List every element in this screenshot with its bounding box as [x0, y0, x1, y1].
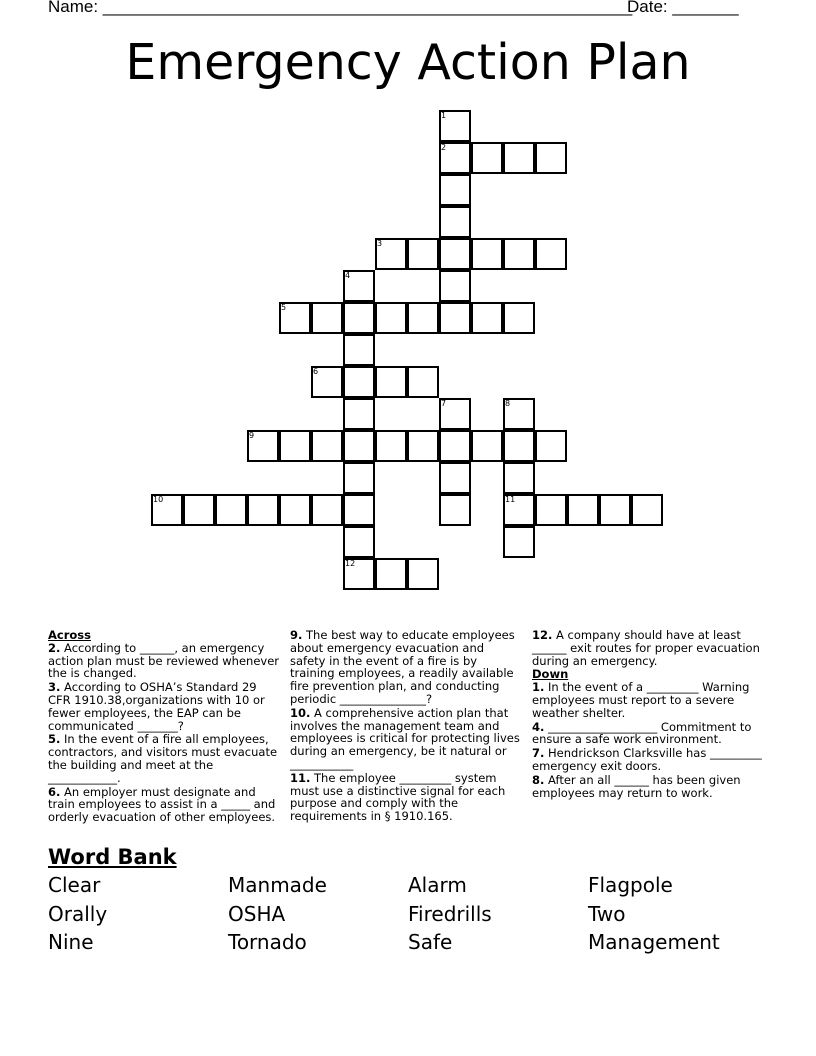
- grid-cell[interactable]: [375, 366, 407, 398]
- grid-cell[interactable]: [375, 430, 407, 462]
- grid-cell[interactable]: [471, 302, 503, 334]
- clue: 11. The employee _________ system must use a distinctive signal for each purpose and comply with the requirements in § 1910.165.: [290, 770, 506, 824]
- grid-cell[interactable]: [439, 270, 471, 302]
- grid-cell[interactable]: [631, 494, 663, 526]
- grid-cell[interactable]: [439, 494, 471, 526]
- grid-cell[interactable]: [343, 334, 375, 366]
- clue-number-label: 3.: [48, 680, 61, 695]
- word-bank-title: Word Bank: [48, 845, 177, 869]
- grid-cell[interactable]: [439, 206, 471, 238]
- word-bank-item: Tornado: [228, 930, 307, 954]
- grid-cell[interactable]: [343, 302, 375, 334]
- grid-cell[interactable]: [183, 494, 215, 526]
- clue-number: 2: [441, 143, 447, 152]
- clue: 5. In the event of a fire all employees, contractors, and visitors must evacuate the building and meet at the ____________.: [48, 732, 278, 785]
- grid-cell[interactable]: [471, 430, 503, 462]
- clue-number-label: 2.: [48, 640, 61, 655]
- grid-cell[interactable]: [471, 238, 503, 270]
- clue-number-label: 6.: [48, 784, 61, 799]
- clues-column-2: [290, 629, 522, 824]
- word-bank-item: Nine: [48, 930, 94, 954]
- grid-cell[interactable]: [439, 462, 471, 494]
- grid-cell[interactable]: [407, 366, 439, 398]
- clue: 10. A comprehensive action plan that involves the management team and employees is critical for protecting lives during an emergency, be it natural or ___________: [290, 705, 520, 771]
- clue-number: 12: [345, 559, 356, 568]
- grid-cell[interactable]: [503, 430, 535, 462]
- grid-cell[interactable]: [215, 494, 247, 526]
- word-bank-item: Safe: [408, 930, 453, 954]
- clue: 7. Hendrickson Clarksville has _________ emergency exit doors.: [532, 746, 762, 773]
- grid-cell[interactable]: [247, 494, 279, 526]
- grid-cell[interactable]: [503, 526, 535, 558]
- clue-number: 1: [441, 111, 447, 120]
- clue-number: 4: [345, 271, 351, 280]
- grid-cell[interactable]: [343, 366, 375, 398]
- page-title: Emergency Action Plan: [125, 34, 691, 91]
- clue-number: 3: [377, 239, 383, 248]
- word-bank-item: Two: [588, 902, 626, 926]
- clues-column-1: [48, 629, 280, 825]
- grid-cell[interactable]: [407, 302, 439, 334]
- clue: 4. ___________________ Commitment to ensure a safe work environment.: [532, 719, 752, 747]
- word-bank-item: Orally: [48, 902, 108, 926]
- grid-cell[interactable]: [279, 494, 311, 526]
- date-field[interactable]: Date: _______: [627, 0, 739, 16]
- clue-number: 6: [313, 367, 319, 376]
- down-heading: Down: [532, 667, 569, 682]
- grid-cell[interactable]: [279, 430, 311, 462]
- clue: 3. According to OSHA’s Standard 29 CFR 1910.38,organizations with 10 or fewer employees, the EAP can be communicated _______?: [48, 680, 265, 733]
- grid-cell[interactable]: [407, 430, 439, 462]
- word-bank-item: OSHA: [228, 902, 286, 926]
- grid-cell[interactable]: [535, 494, 567, 526]
- clue: 8. After an all ______ has been given employees may return to work.: [532, 772, 741, 800]
- clue-number: 8: [505, 399, 511, 408]
- grid-cell[interactable]: [407, 558, 439, 590]
- grid-cell[interactable]: [343, 494, 375, 526]
- clue-number-label: 10.: [290, 705, 311, 720]
- grid-cell[interactable]: [535, 238, 567, 270]
- clue-number: 10: [153, 495, 164, 504]
- clue-number-label: 7.: [532, 746, 545, 761]
- grid-cell[interactable]: [535, 430, 567, 462]
- grid-cell[interactable]: [343, 430, 375, 462]
- clue-number: 7: [441, 399, 447, 408]
- clue-number: 5: [281, 303, 287, 312]
- clue-number-label: 12.: [532, 628, 553, 642]
- across-heading: Across: [48, 628, 91, 642]
- grid-cell[interactable]: [375, 302, 407, 334]
- grid-cell[interactable]: [343, 526, 375, 558]
- clue-number-label: 9.: [290, 628, 303, 642]
- clue: 1. In the event of a _________ Warning employees must report to a severe weather shelter.: [532, 680, 750, 720]
- grid-cell[interactable]: [567, 494, 599, 526]
- grid-cell[interactable]: [503, 462, 535, 494]
- clue: 2. According to ______, an emergency action plan must be reviewed whenever the is changed.: [48, 640, 280, 681]
- grid-cell[interactable]: [439, 174, 471, 206]
- grid-cell[interactable]: [439, 302, 471, 334]
- clue-number-label: 5.: [48, 732, 61, 747]
- grid-cell[interactable]: [439, 430, 471, 462]
- word-bank-item: Flagpole: [588, 873, 673, 897]
- grid-cell[interactable]: [503, 238, 535, 270]
- grid-cell[interactable]: [311, 494, 343, 526]
- word-bank-item: Alarm: [408, 873, 467, 897]
- clue-number: 11: [505, 495, 516, 504]
- clue-number-label: 1.: [532, 680, 545, 695]
- grid-cell[interactable]: [471, 142, 503, 174]
- grid-cell[interactable]: [439, 238, 471, 270]
- clue: 12. A company should have at least ______ exit routes for proper evacuation during an emergency.: [532, 628, 760, 668]
- word-bank-item: Manmade: [228, 873, 327, 897]
- clues-column-3: [532, 629, 768, 800]
- word-bank-item: Clear: [48, 873, 101, 897]
- grid-cell[interactable]: [599, 494, 631, 526]
- word-bank-item: Firedrills: [408, 902, 492, 926]
- grid-cell[interactable]: [343, 398, 375, 430]
- grid-cell[interactable]: [311, 430, 343, 462]
- word-bank-item: Management: [588, 930, 720, 954]
- grid-cell[interactable]: [375, 558, 407, 590]
- grid-cell[interactable]: [311, 302, 343, 334]
- clue-number-label: 8.: [532, 772, 545, 787]
- grid-cell[interactable]: [343, 462, 375, 494]
- clue: 6. An employer must designate and train employees to assist in a _____ and orderly evacuation of other employees.: [48, 784, 276, 825]
- grid-cell[interactable]: [535, 142, 567, 174]
- clue: 9. The best way to educate employees about emergency evacuation and safety in the event of a fire is by training employees, a readily available fire prevention plan, and conducting periodic _______________?: [290, 628, 515, 706]
- grid-cell[interactable]: [503, 302, 535, 334]
- clue-number: 9: [249, 431, 255, 440]
- name-field[interactable]: Name: ________________________________________________________: [48, 0, 633, 16]
- clue-number-label: 11.: [290, 770, 311, 785]
- clue-number-label: 4.: [532, 719, 545, 734]
- grid-cell[interactable]: [503, 142, 535, 174]
- grid-cell[interactable]: [407, 238, 439, 270]
